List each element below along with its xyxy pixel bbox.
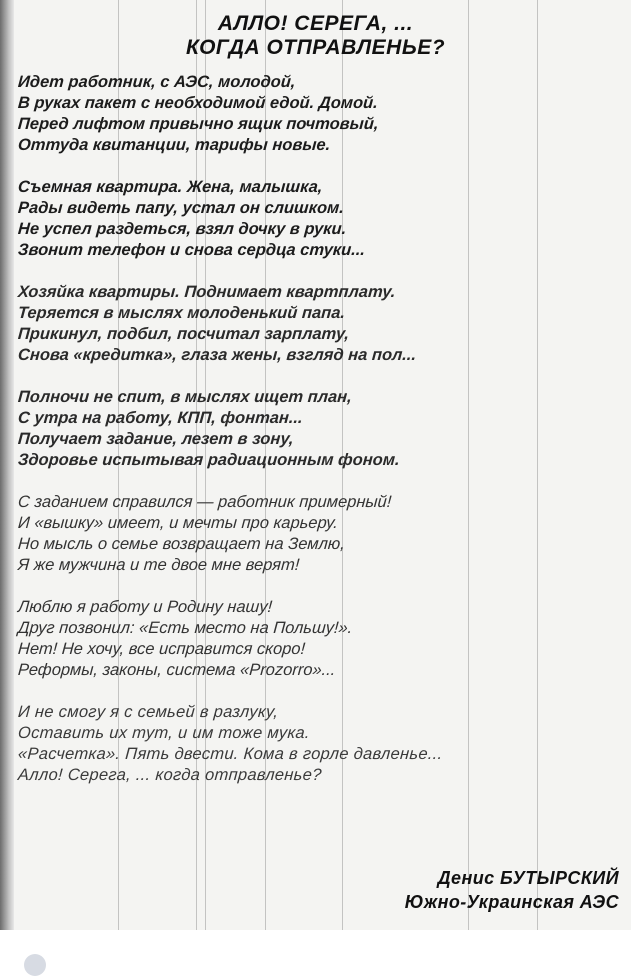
avatar[interactable] [24, 954, 46, 976]
poem-line: Хозяйка квартиры. Поднимает квартплату. [17, 283, 397, 301]
poem-line: Нет! Не хочу, все исправится скоро! [17, 640, 306, 658]
poem-line: Люблю я работу и Родину нашу! [17, 598, 273, 616]
stanza [18, 492, 628, 576]
poem-line: Друг позвонил: «Есть место на Польшу!». [17, 619, 353, 637]
author-name: Денис БУТЫРСКИЙ [437, 868, 619, 888]
poem-line: Получает задание, лезет в зону, [17, 430, 295, 448]
poem-line: Не успел раздеться, взял дочку в руки. [17, 220, 347, 238]
stanza [18, 282, 628, 366]
poem-line: Реформы, законы, система «Prozorro»... [17, 661, 337, 679]
poem-line: И не смогу я с семьей в разлуку, [17, 703, 279, 721]
poem-line: Но мысль о семье возвращает на Землю, [17, 535, 346, 553]
poem-line: «Расчетка». Пять двести. Кома в горле давленье... [17, 745, 444, 763]
poem-line: Съемная квартира. Жена, малышка, [17, 178, 324, 196]
poem-line: В руках пакет с необходимой едой. Домой. [17, 94, 379, 112]
poem-line: Снова «кредитка», глаза жены, взгляд на пол... [17, 346, 417, 364]
stanza [18, 597, 628, 681]
poem-line: Здоровье испытывая радиационным фоном. [17, 451, 401, 469]
page-footer-strip [0, 930, 631, 960]
poem-body [18, 72, 628, 807]
poem-line: С утра на работу, КПП, фонтан... [17, 409, 304, 427]
poem-line: Оставить их тут, и им тоже мука. [17, 724, 311, 742]
stanza [18, 177, 628, 261]
poem-line: С заданием справился — работник примерный! [17, 493, 393, 511]
poem-line: Звонит телефон и снова сердца стуки... [17, 241, 366, 259]
scan-edge-shadow [0, 0, 14, 930]
author-organization: Южно-Украинская АЭС [404, 892, 619, 912]
poem-title-line-2: КОГДА ОТПРАВЛЕНЬЕ? [185, 36, 446, 59]
stanza [18, 387, 628, 471]
poem-line: Перед лифтом привычно ящик почтовый, [17, 115, 380, 133]
stanza [18, 72, 628, 156]
poem-line: Прикинул, подбил, посчитал зарплату, [17, 325, 350, 343]
poem-line: Полночи не спит, в мыслях ищет план, [17, 388, 353, 406]
poem-title-line-1: АЛЛО! СЕРЕГА, ... [217, 12, 414, 35]
poem-line: Алло! Серега, ... когда отправленье? [17, 766, 323, 784]
stanza [18, 702, 628, 786]
poem-line: Идет работник, с АЭС, молодой, [17, 73, 297, 91]
poem-line: И «вышку» имеет, и мечты про карьеру. [17, 514, 339, 532]
poem-line: Я же мужчина и те двое мне верят! [17, 556, 301, 574]
poem-line: Оттуда квитанции, тарифы новые. [17, 136, 331, 154]
poem-line: Теряется в мыслях молоденький папа. [17, 304, 346, 322]
poem-line: Рады видеть папу, устал он слишком. [17, 199, 345, 217]
